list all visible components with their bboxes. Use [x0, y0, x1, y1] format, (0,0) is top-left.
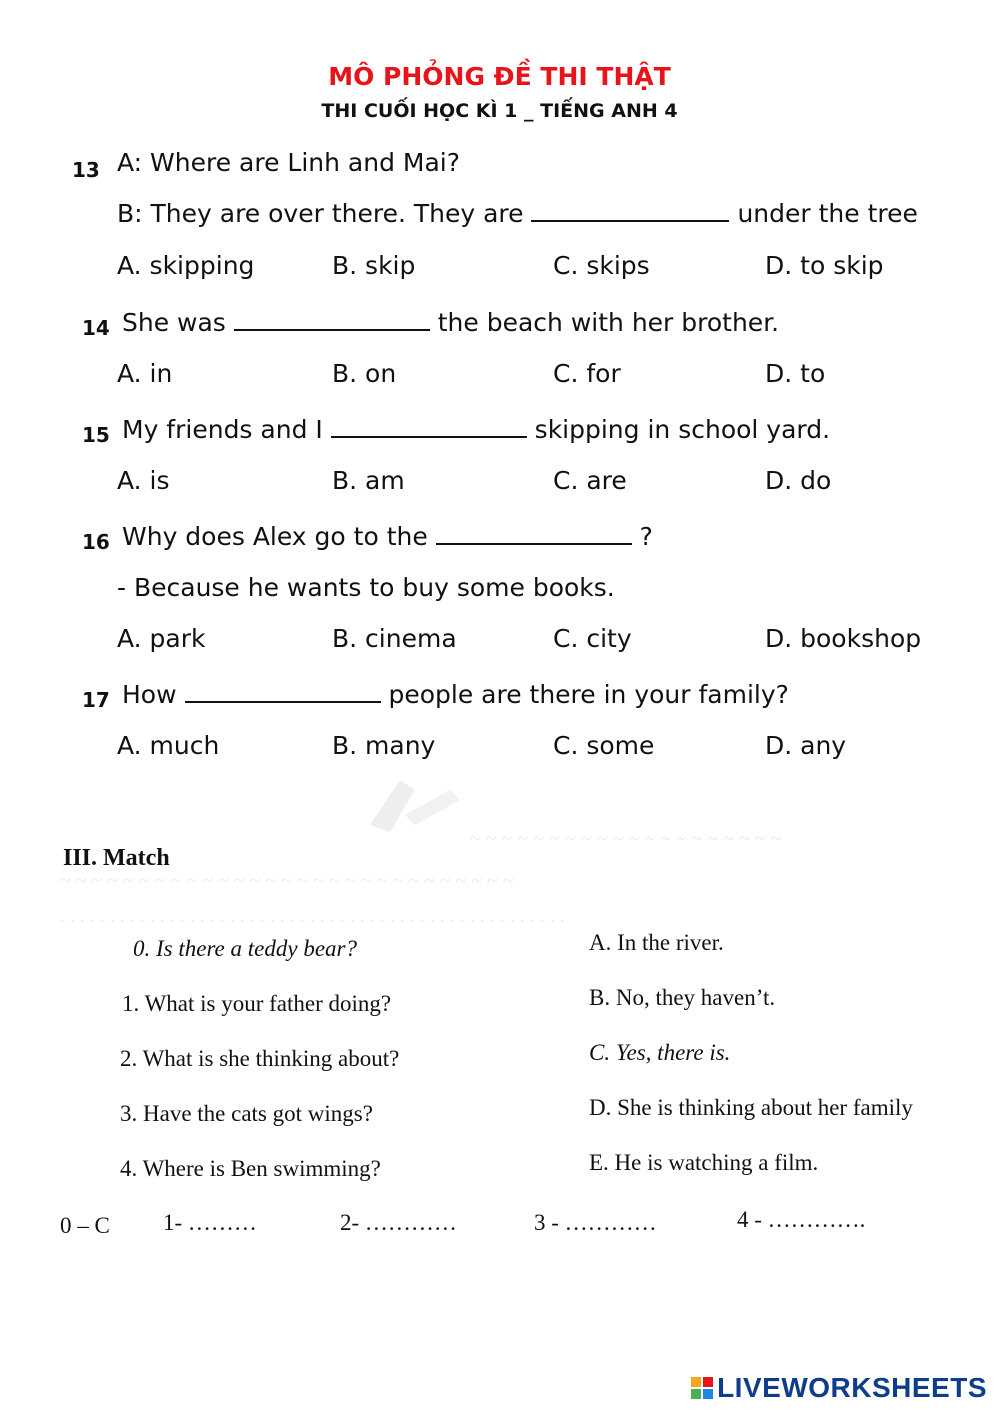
question-text-before: She was: [122, 308, 226, 337]
option-d[interactable]: D. any: [765, 731, 847, 760]
question-text-before: Why does Alex go to the: [122, 522, 428, 551]
question-text-after: people are there in your family?: [388, 680, 789, 709]
option-c[interactable]: C. city: [553, 624, 632, 653]
option-a[interactable]: A. park: [117, 624, 206, 653]
option-c[interactable]: C. are: [553, 466, 627, 495]
option-a[interactable]: A. skipping: [117, 251, 255, 280]
bleed-through-text: . . . . . . . . . . . . . . . . . . . . . . . . . . . . . . . . . . . . . . . . . . . . . . . . . . .: [60, 905, 565, 927]
option-d[interactable]: D. bookshop: [765, 624, 922, 653]
match-answer-e: E. He is watching a film.: [589, 1150, 819, 1175]
question-text: A: Where are Linh and Mai?: [117, 148, 461, 177]
question-line: [122, 415, 830, 444]
liveworksheets-logo: [691, 1372, 987, 1404]
answer-blank[interactable]: [185, 681, 381, 703]
question-text-before: B: They are over there. They are: [117, 199, 524, 228]
question-line: [122, 680, 789, 709]
match-answer-input-4[interactable]: 4 - ………….: [737, 1207, 866, 1232]
option-d[interactable]: D. do: [765, 466, 832, 495]
option-c[interactable]: C. some: [553, 731, 655, 760]
match-answer-input-2[interactable]: 2- …………: [340, 1210, 457, 1235]
option-a[interactable]: A. is: [117, 466, 170, 495]
option-d[interactable]: D. to: [765, 359, 826, 388]
question-line: [117, 199, 918, 228]
section-heading: III. Match: [63, 845, 170, 871]
option-b[interactable]: B. cinema: [332, 624, 457, 653]
match-answer-input-1[interactable]: 1- ………: [163, 1210, 257, 1235]
question-text-after: the beach with her brother.: [437, 308, 780, 337]
question-number: 17: [82, 688, 110, 712]
option-b[interactable]: B. skip: [332, 251, 416, 280]
option-a[interactable]: A. in: [117, 359, 173, 388]
question-text-after: under the tree: [737, 199, 918, 228]
question-text-before: My friends and I: [122, 415, 323, 444]
match-question-4: 4. Where is Ben swimming?: [120, 1156, 381, 1181]
option-c[interactable]: C. skips: [553, 251, 650, 280]
page-title: MÔ PHỎNG ĐỀ THI THẬT: [328, 62, 671, 91]
option-d[interactable]: D. to skip: [765, 251, 884, 280]
question-line: [122, 522, 653, 551]
bleed-through-text: ~ ~ ~ ~ ~ ~ ~ ~ ~ ~ ~ ~ ~ ~ ~ ~ ~ ~ ~ ~ ~ ~ ~ ~ ~ ~ ~ ~ ~: [60, 870, 514, 892]
match-question-0: 0. Is there a teddy bear?: [133, 936, 357, 961]
question-number: 15: [82, 423, 110, 447]
question-answer-hint: - Because he wants to buy some books.: [117, 573, 615, 602]
bleed-through-text: ~ ~ ~ ~ ~ ~ ~ ~ ~ ~ ~ ~ ~ ~ ~ ~ ~ ~ ~ ~: [470, 828, 782, 850]
answer-blank[interactable]: [531, 200, 729, 222]
answer-blank[interactable]: [436, 523, 632, 545]
match-answer-a: A. In the river.: [589, 930, 724, 955]
question-number: 16: [82, 530, 110, 554]
match-example-answer: 0 – C: [60, 1213, 110, 1238]
match-question-2: 2. What is she thinking about?: [120, 1046, 400, 1071]
watermark-shape: [360, 770, 470, 840]
option-c[interactable]: C. for: [553, 359, 621, 388]
question-text-after: ?: [639, 522, 653, 551]
match-answer-input-3[interactable]: 3 - …………: [534, 1210, 657, 1235]
brand-name: LIVEWORKSHEETS: [717, 1372, 987, 1403]
option-b[interactable]: B. am: [332, 466, 405, 495]
answer-blank[interactable]: [331, 416, 527, 438]
question-number: 14: [82, 316, 110, 340]
question-text-after: skipping in school yard.: [534, 415, 831, 444]
logo-grid-icon: [691, 1377, 713, 1399]
option-b[interactable]: B. on: [332, 359, 397, 388]
question-text-before: How: [122, 680, 177, 709]
option-b[interactable]: B. many: [332, 731, 436, 760]
question-line: [122, 308, 779, 337]
answer-blank[interactable]: [234, 309, 430, 331]
match-question-3: 3. Have the cats got wings?: [120, 1101, 373, 1126]
option-a[interactable]: A. much: [117, 731, 220, 760]
match-question-1: 1. What is your father doing?: [122, 991, 392, 1016]
match-answer-b: B. No, they haven’t.: [589, 985, 776, 1010]
page-subtitle: THI CUỐI HỌC KÌ 1 _ TIẾNG ANH 4: [321, 100, 678, 122]
question-number: 13: [72, 158, 100, 182]
match-answer-d: D. She is thinking about her family: [589, 1095, 913, 1120]
match-answer-c: C. Yes, there is.: [589, 1040, 731, 1065]
